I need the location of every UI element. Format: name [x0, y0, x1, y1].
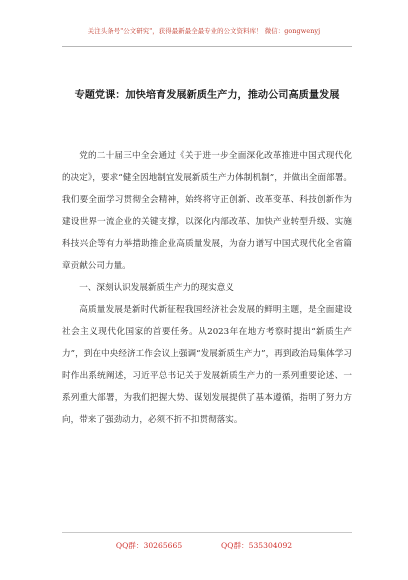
- qq-group-label: QQ群：30265665: [115, 541, 183, 550]
- header-divider: [62, 46, 352, 47]
- document-title: 专题党课：加快培育发展新质生产力，推动公司高质量发展: [74, 89, 340, 101]
- header-banner: 关注头条号"公文研究"，获得最新最全最专业的公文资料库！ 微信：gongwenyj: [87, 27, 321, 35]
- section-paragraph: 高质量发展是新时代新征程我国经济社会发展的鲜明主题，是全面建设社会主义现代化国家的首要任务。从2023年在地方考察时提出“新质生产力”，到在中央经济工作会议上强调“发展新质生产力”，再到政治局集体学习时作出系统阐述，习近平总书记关于发展新质生产力的一系列重要论述、一系列重大部署，为我们把握大势、谋划发展提供了基本遵循，指明了努力方向，带来了强劲动力，必须不折不扣贯彻落实。: [62, 305, 352, 425]
- intro-paragraph: 党的二十届三中全会通过《关于进一步全面深化改革推进中国式现代化的决定》，要求“健全因地制宜发展新质生产力体制机制”，并做出全面部署。我们要全面学习贯彻全会精神，始终将守正创新、改革变革、科技创新作为建设世界一流企业的关键支撑，以深化内部改革、加快产业转型升级、实施科技兴企等有力举措助推企业高质量发展，为奋力谱写中国式现代化全省篇章贡献公司力量。: [62, 151, 352, 271]
- document-body: [62, 145, 352, 431]
- qq-group-label-2: QQ群：535304092: [221, 541, 293, 550]
- footer-divider: [62, 532, 352, 533]
- section-heading: 一、深刻认识发展新质生产力的现实意义: [79, 283, 234, 293]
- footer-contacts: [0, 540, 408, 551]
